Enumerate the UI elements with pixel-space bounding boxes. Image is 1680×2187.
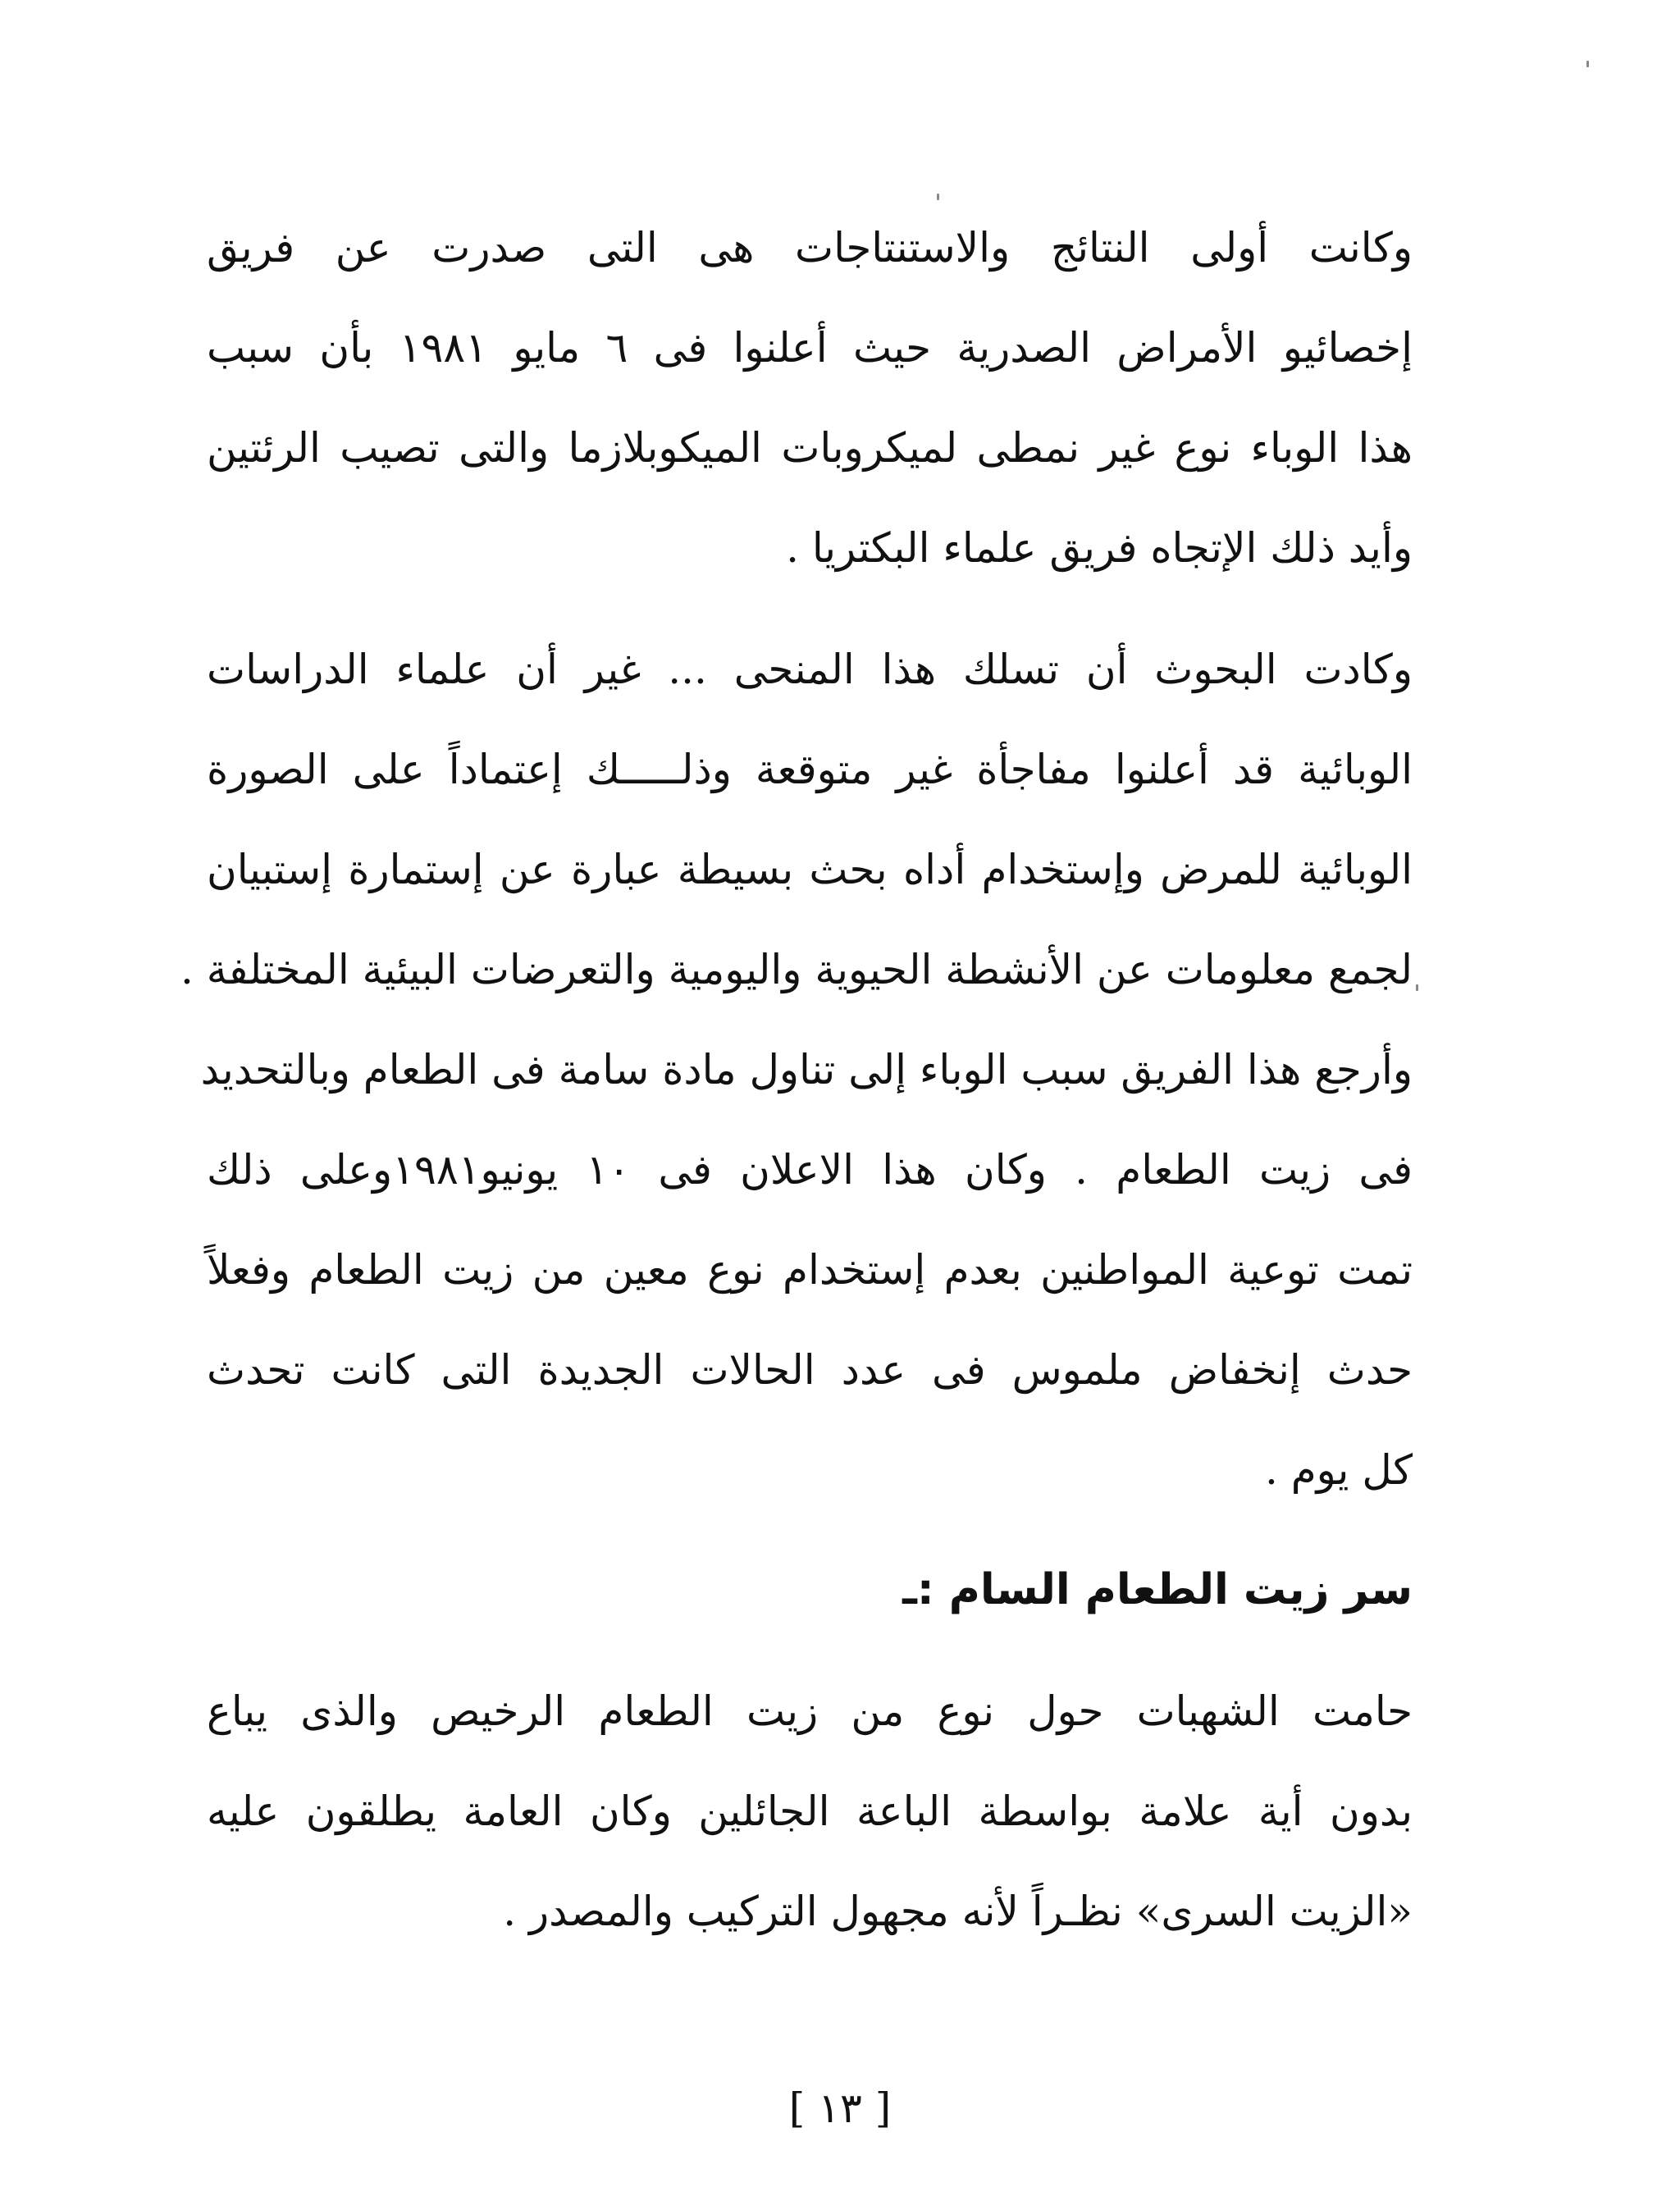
paragraph-line: حامت الشهبات حول نوع من زيت الطعام الرخيص والذى يباع <box>207 1687 1413 1735</box>
paragraph-line: «الزيت السرى» نظـراً لأنه مجهول التركيب والمصدر . <box>503 1888 1413 1935</box>
paragraph-3 <box>207 1687 1413 1987</box>
paragraph-line: لجمع معلومات عن الأنشطة الحيوية واليومية والتعرضات البيئية المختلفة . <box>180 946 1413 993</box>
paragraph-line: وكادت البحوث أن تسلك هذا المنحى ... غير أن علماء الدراسات <box>207 646 1413 693</box>
paragraph-line: كل يوم . <box>1264 1446 1413 1494</box>
scan-speck <box>937 194 939 200</box>
paragraph-1 <box>207 223 1413 623</box>
paragraph-line: فى زيت الطعام . وكان هذا الاعلان فى ١٠ يونيو١٩٨١وعلى ذلك <box>207 1146 1413 1194</box>
page-number: [ ١٣ ] <box>788 2084 892 2132</box>
paragraph-line: هذا الوباء نوع غير نمطى لميكروبات الميكوبلازما والتى تصيب الرئتين <box>207 424 1413 472</box>
paragraph-line: وأرجع هذا الفريق سبب الوباء إلى تناول مادة سامة فى الطعام وبالتحديد <box>200 1046 1413 1094</box>
paragraph-line: الوبائية قد أعلنوا مفاجأة غير متوقعة وذلـــــك إعتماداً على الصورة <box>207 746 1413 793</box>
paragraph-line: حدث إنخفاض ملموس فى عدد الحالات الجديدة التى كانت تحدث <box>207 1346 1413 1394</box>
paragraph-line: وأيد ذلك الإتجاه فريق علماء البكتريا . <box>786 524 1413 572</box>
paragraph-2 <box>180 645 1413 1546</box>
paragraph-line: تمت توعية المواطنين بعدم إستخدام نوع معين من زيت الطعام وفعلاً <box>207 1246 1413 1294</box>
paragraph-line: الوبائية للمرض وإستخدام أداه بحث بسيطة عبارة عن إستمارة إستبيان <box>207 846 1413 893</box>
scan-speck <box>1586 61 1589 67</box>
scan-speck <box>1416 984 1418 991</box>
paragraph-line: بدون أية علامة بواسطة الباعة الجائلين وكان العامة يطلقون عليه <box>207 1787 1413 1835</box>
paragraph-line: إخصائيو الأمراض الصدرية حيث أعلنوا فى ٦ مايو ١٩٨١ بأن سبب <box>207 324 1413 372</box>
paragraph-line: وكانت أولى النتائج والاستنتاجات هى التى صدرت عن فريق <box>207 224 1413 272</box>
section-heading: سر زيت الطعام السام :ـ <box>902 1565 1413 1614</box>
